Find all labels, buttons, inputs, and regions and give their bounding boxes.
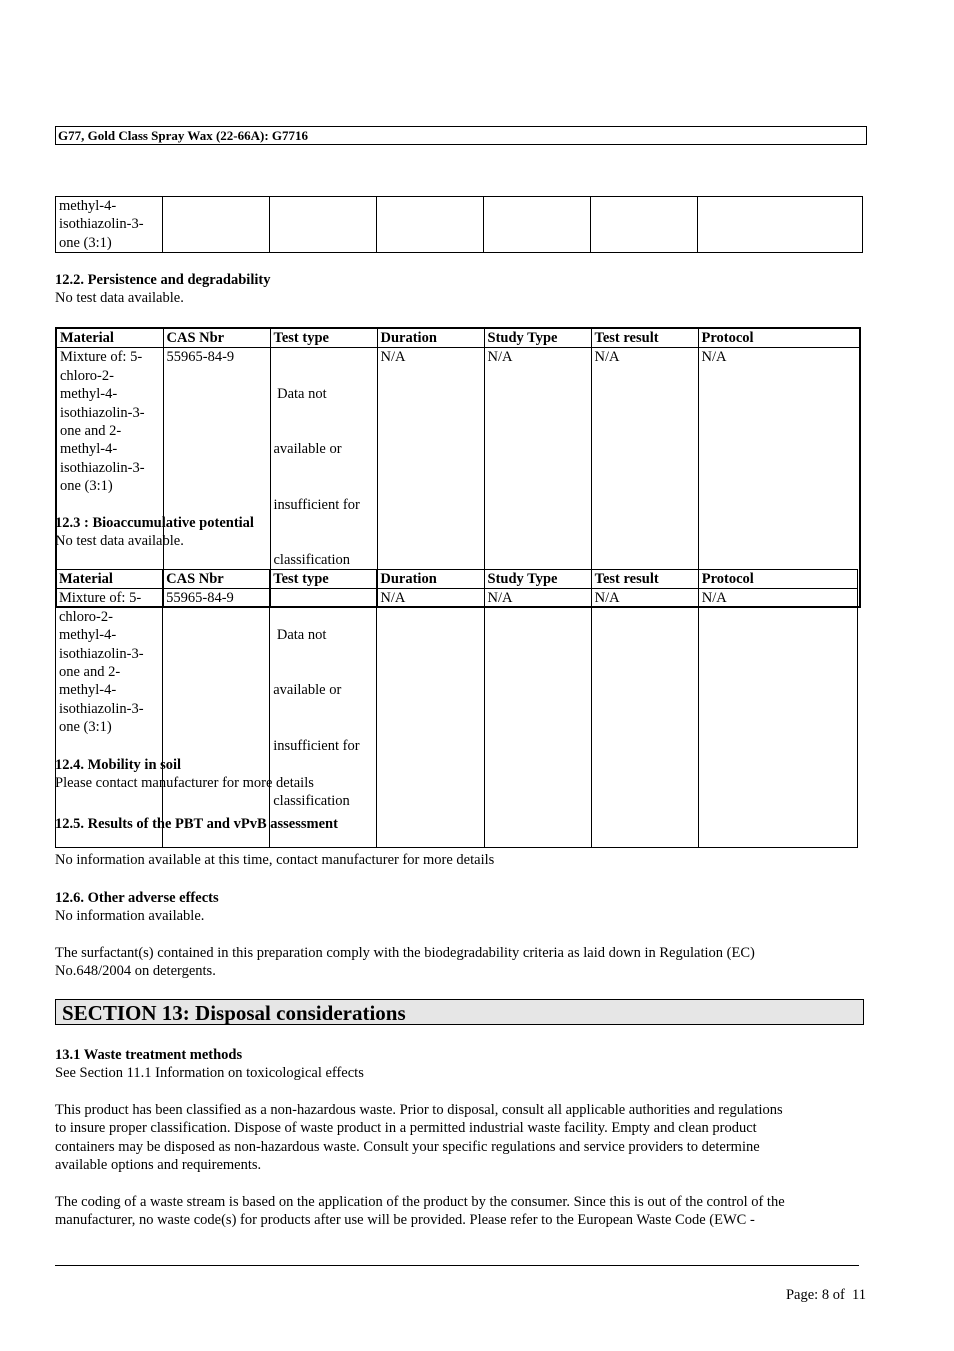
- col-study-type: Study Type: [484, 328, 591, 348]
- table-header-row: [56, 328, 860, 348]
- heading-12-5: 12.5. Results of the PBT and vPvB assessment: [55, 816, 338, 832]
- col-study-type: Study Type: [484, 570, 591, 589]
- cas-cell: 55965-84-9: [163, 589, 270, 848]
- col-test-type: Test type: [270, 570, 377, 589]
- heading-13-1: 13.1 Waste treatment methods: [55, 1047, 243, 1063]
- text-12-5: No information available at this time, contact manufacturer for more details: [55, 852, 495, 868]
- heading-12-3: 12.3 : Bioaccumulative potential: [55, 515, 254, 531]
- test-type-cell: Data not available or insufficient for classification: [270, 348, 377, 607]
- duration-cell: N/A: [377, 348, 484, 607]
- surfactant-line-1: The surfactant(s) contained in this preparation comply with the biodegradability criteria as laid down in Regulation (EC): [55, 945, 755, 961]
- col-test-result: Test result: [591, 328, 698, 348]
- material-cell: Mixture of: 5- chloro-2- methyl-4- isothiazolin-3- one and 2- methyl-4- isothiazolin-3- one (3:1): [56, 348, 163, 607]
- persistence-table: [55, 327, 861, 608]
- cas-cell: 55965-84-9: [163, 348, 270, 607]
- text-12-2: No test data available.: [55, 290, 184, 306]
- test-result-cell: N/A: [591, 589, 698, 848]
- col-protocol: Protocol: [698, 570, 857, 589]
- text-13-1: See Section 11.1 Information on toxicological effects: [55, 1065, 364, 1081]
- table-header-row: [56, 570, 858, 589]
- col-test-result: Test result: [591, 570, 698, 589]
- study-type-cell: N/A: [484, 589, 591, 848]
- col-material: Material: [56, 328, 163, 348]
- heading-12-4: 12.4. Mobility in soil: [55, 757, 182, 773]
- test-result-cell: N/A: [591, 348, 698, 607]
- col-duration: Duration: [377, 328, 484, 348]
- text-12-3: No test data available.: [55, 533, 184, 549]
- study-type-cell: N/A: [484, 348, 591, 607]
- col-cas: CAS Nbr: [163, 570, 270, 589]
- waste-coding-paragraph: The coding of a waste stream is based on the application of the product by the consumer. Since this is out of the control of the manufacturer, no waste code(s) for products after use will be provided. Please refer to the European Waste Code (EWC -: [55, 1194, 785, 1229]
- protocol-cell: N/A: [698, 589, 857, 848]
- surfactant-line-2: No.648/2004 on detergents.: [55, 963, 216, 979]
- table-row: [56, 197, 863, 253]
- continued-table: [55, 196, 863, 253]
- test-type-cell: Data not available or insufficient for classification: [270, 589, 377, 848]
- heading-12-6: 12.6. Other adverse effects: [55, 890, 219, 906]
- col-duration: Duration: [377, 570, 484, 589]
- col-test-type: Test type: [270, 328, 377, 348]
- text-12-4: Please contact manufacturer for more details: [55, 775, 314, 791]
- col-cas: CAS Nbr: [163, 328, 270, 348]
- material-cell: methyl-4- isothiazolin-3- one (3:1): [56, 197, 163, 253]
- col-material: Material: [56, 570, 163, 589]
- bioaccumulative-table: [55, 569, 858, 848]
- document-header: G77, Gold Class Spray Wax (22-66A): G7716: [55, 126, 867, 145]
- footer-divider: [55, 1265, 859, 1266]
- duration-cell: N/A: [377, 589, 484, 848]
- text-12-6: No information available.: [55, 908, 205, 924]
- disposal-paragraph: This product has been classified as a non-hazardous waste. Prior to disposal, consult all applicable authorities and regulations to insure proper classification. Dispose of waste product in a permitted industrial waste facility. Empty and clean product containers may be disposed as non-hazardous waste. Consult your specific regulations and service providers to determine available options and requirements.: [55, 1102, 783, 1174]
- table-row: [56, 589, 858, 848]
- protocol-cell: N/A: [698, 348, 860, 607]
- section-13-title: SECTION 13: Disposal considerations: [55, 999, 864, 1025]
- col-protocol: Protocol: [698, 328, 860, 348]
- heading-12-2: 12.2. Persistence and degradability: [55, 272, 271, 288]
- page-number: Page: 8 of 11: [785, 1287, 866, 1303]
- material-cell: Mixture of: 5- chloro-2- methyl-4- isothiazolin-3- one and 2- methyl-4- isothiazolin-3- one (3:1): [56, 589, 163, 848]
